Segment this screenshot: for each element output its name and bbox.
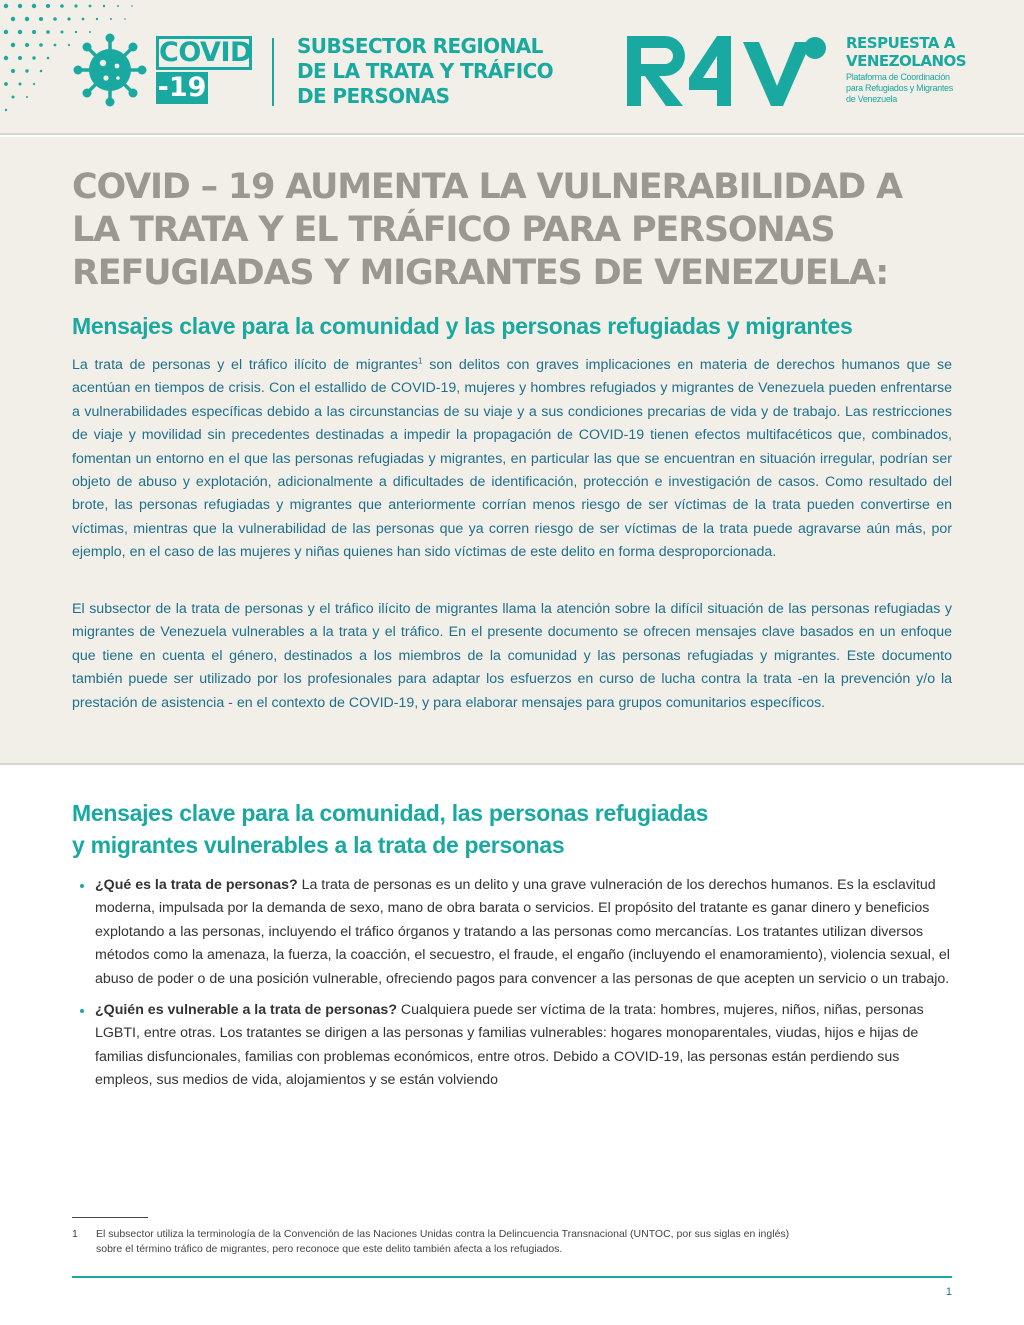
r4v-title-line-2: VENEZOLANOS bbox=[846, 52, 967, 70]
r4v-title-line-1: RESPUESTA A bbox=[846, 34, 955, 52]
r4v-subtitle-line-2: para Refugiados y Migrantes bbox=[846, 83, 953, 93]
footnote-ref[interactable]: 1 bbox=[418, 356, 423, 366]
header-divider bbox=[272, 38, 274, 106]
intro-paragraph-2: El subsector de la trata de personas y el tráfico ilícito de migrantes llama la atención sobre la difícil situación de las personas refugiadas y migrantes de Venezuela vulnerables a la trata y el tráfico. En el presente documento se ofrecen mensajes clave basados en un enfoque que tiene en cuenta el género, destinados a los miembros de la comunidad y las personas refugiadas y migrantes. Este documento también puede ser utilizado por los profesionales para adaptar los esfuerzos en curso de lucha contra la trata -en la prevención y/o la prestación de asistencia - en el contexto de COVID-19, y para elaborar mensajes para grupos comunitarios específicos. bbox=[72, 601, 952, 711]
r4v-logo bbox=[625, 34, 835, 108]
footnote-number: 1 bbox=[72, 1228, 78, 1240]
page-header bbox=[0, 0, 1024, 135]
bullet-lead: ¿Qué es la trata de personas? bbox=[95, 877, 298, 893]
r4v-subtitle-line-1: Plataforma de Coordinación bbox=[846, 72, 950, 82]
footnote-text: El subsector utiliza la terminología de la Convención de las Naciones Unidas contra la Delincuencia Transnacional (UNTOC, por sus siglas en inglés) sobre el término tráfico de migrantes, pero reconoce que este delito también afecta a los refugiados. bbox=[96, 1228, 790, 1255]
page-number: 1 bbox=[945, 1286, 952, 1298]
key-messages-list bbox=[72, 874, 952, 1101]
subsector-line-1: SUBSECTOR REGIONAL bbox=[297, 34, 543, 58]
r4v-subtitle bbox=[846, 72, 966, 105]
bullet-text: Cualquiera puede ser víctima de la trata: hombres, mujeres, niños, niñas, personas LGBTI, entre otras. Los tratantes se dirigen a las personas y familias vulnerables: hogares monoparentales, viudas, hijos e hijas de familias disfuncionales, familias con problemas económicos, entre otros. Debido a COVID-19, las personas están perdiendo sus empleos, sus medios de vida, alojamientos y se están volviendo bbox=[95, 1002, 924, 1089]
covid-badge-bottom: -19 bbox=[157, 72, 207, 103]
subsector-title bbox=[297, 34, 587, 109]
bullet-text: La trata de personas es un delito y una grave vulneración de los derechos humanos. Es la esclavitud moderna, impulsada por la demanda de sexo, mano de obra barata o servicios. El propósito del tratante es ganar dinero y beneficios explotando a las personas, incluyendo el tráfico órganos y tratando a las personas como mercancías. Los tratantes utilizan diversos métodos como la amenaza, la fuerza, la coacción, el secuestro, el fraude, el engaño (incluyendo el enamoramiento), violencia sexual, el abuso de poder o de una posición vulnerable, ofreciendo pagos para convencer a las personas de que acepten un servicio o un trabajo. bbox=[95, 877, 950, 987]
footnote-rule bbox=[72, 1217, 148, 1218]
bullet-lead: ¿Quién es vulnerable a la trata de personas? bbox=[95, 1002, 397, 1019]
section-title-line-2: y migrantes vulnerables a la trata de personas bbox=[72, 832, 565, 858]
list-item bbox=[72, 874, 952, 991]
coronavirus-icon bbox=[72, 32, 148, 108]
r4v-subtitle-line-3: de Venezuela bbox=[846, 94, 897, 104]
document-title: COVID – 19 AUMENTA LA VULNERABILIDAD A LA TRATA Y EL TRÁFICO PARA PERSONAS REFUGIADAS Y MIGRANTES DE VENEZUELA: bbox=[72, 167, 902, 293]
covid-badge-top: COVID bbox=[156, 36, 252, 70]
intro-p1-start: La trata de personas y el tráfico ilícito de migrantes bbox=[72, 357, 419, 373]
intro-p1-rest: son delitos con graves implicaciones en materia de derechos humanos que se acentúan en tiempos de crisis. Con el estallido de COVID-19, mujeres y hombres refugiados y migrantes de Venezuela pueden enfrentarse a vulnerabilidades específicas debido a las circunstancias de su viaje y a sus condiciones precarias de vida y de trabajo. Las restricciones de viaje y movilidad sin precedentes destinadas a impedir la propagación de COVID-19 tienen efectos multifacéticos que, combinados, fomentan un entorno en el que las personas refugiadas y migrantes, en particular las que se encuentran en situación irregular, podrían ser objeto de abuso y explotación, adicionalmente a dificultades de identificación, protección e investigación de casos. Como resultado del brote, las personas refugiadas y migrantes que anteriormente corrían menos riesgo de ser víctimas de la trata pueden convertirse en víctimas, mientras que la vulnerabilidad de las personas que ya corren riesgo de ser víctimas de la trata puede agravarse aún más, por ejemplo, en el caso de las mujeres y niñas quienes han sido víctimas de este delito en forma desproporcionada. bbox=[72, 357, 952, 561]
intro-paragraph-1 bbox=[72, 354, 952, 565]
footer-rule bbox=[72, 1276, 952, 1278]
subsector-line-3: DE PERSONAS bbox=[297, 84, 450, 108]
covid-19-badge bbox=[156, 36, 252, 104]
document-subtitle: Mensajes clave para la comunidad y las personas refugiadas y migrantes bbox=[72, 313, 853, 339]
list-item bbox=[72, 999, 952, 1093]
subsector-line-2: DE LA TRATA Y TRÁFICO bbox=[297, 59, 554, 83]
r4v-title bbox=[846, 34, 1016, 70]
section-title bbox=[72, 797, 772, 861]
section-title-line-1: Mensajes clave para la comunidad, las personas refugiadas bbox=[72, 800, 709, 826]
